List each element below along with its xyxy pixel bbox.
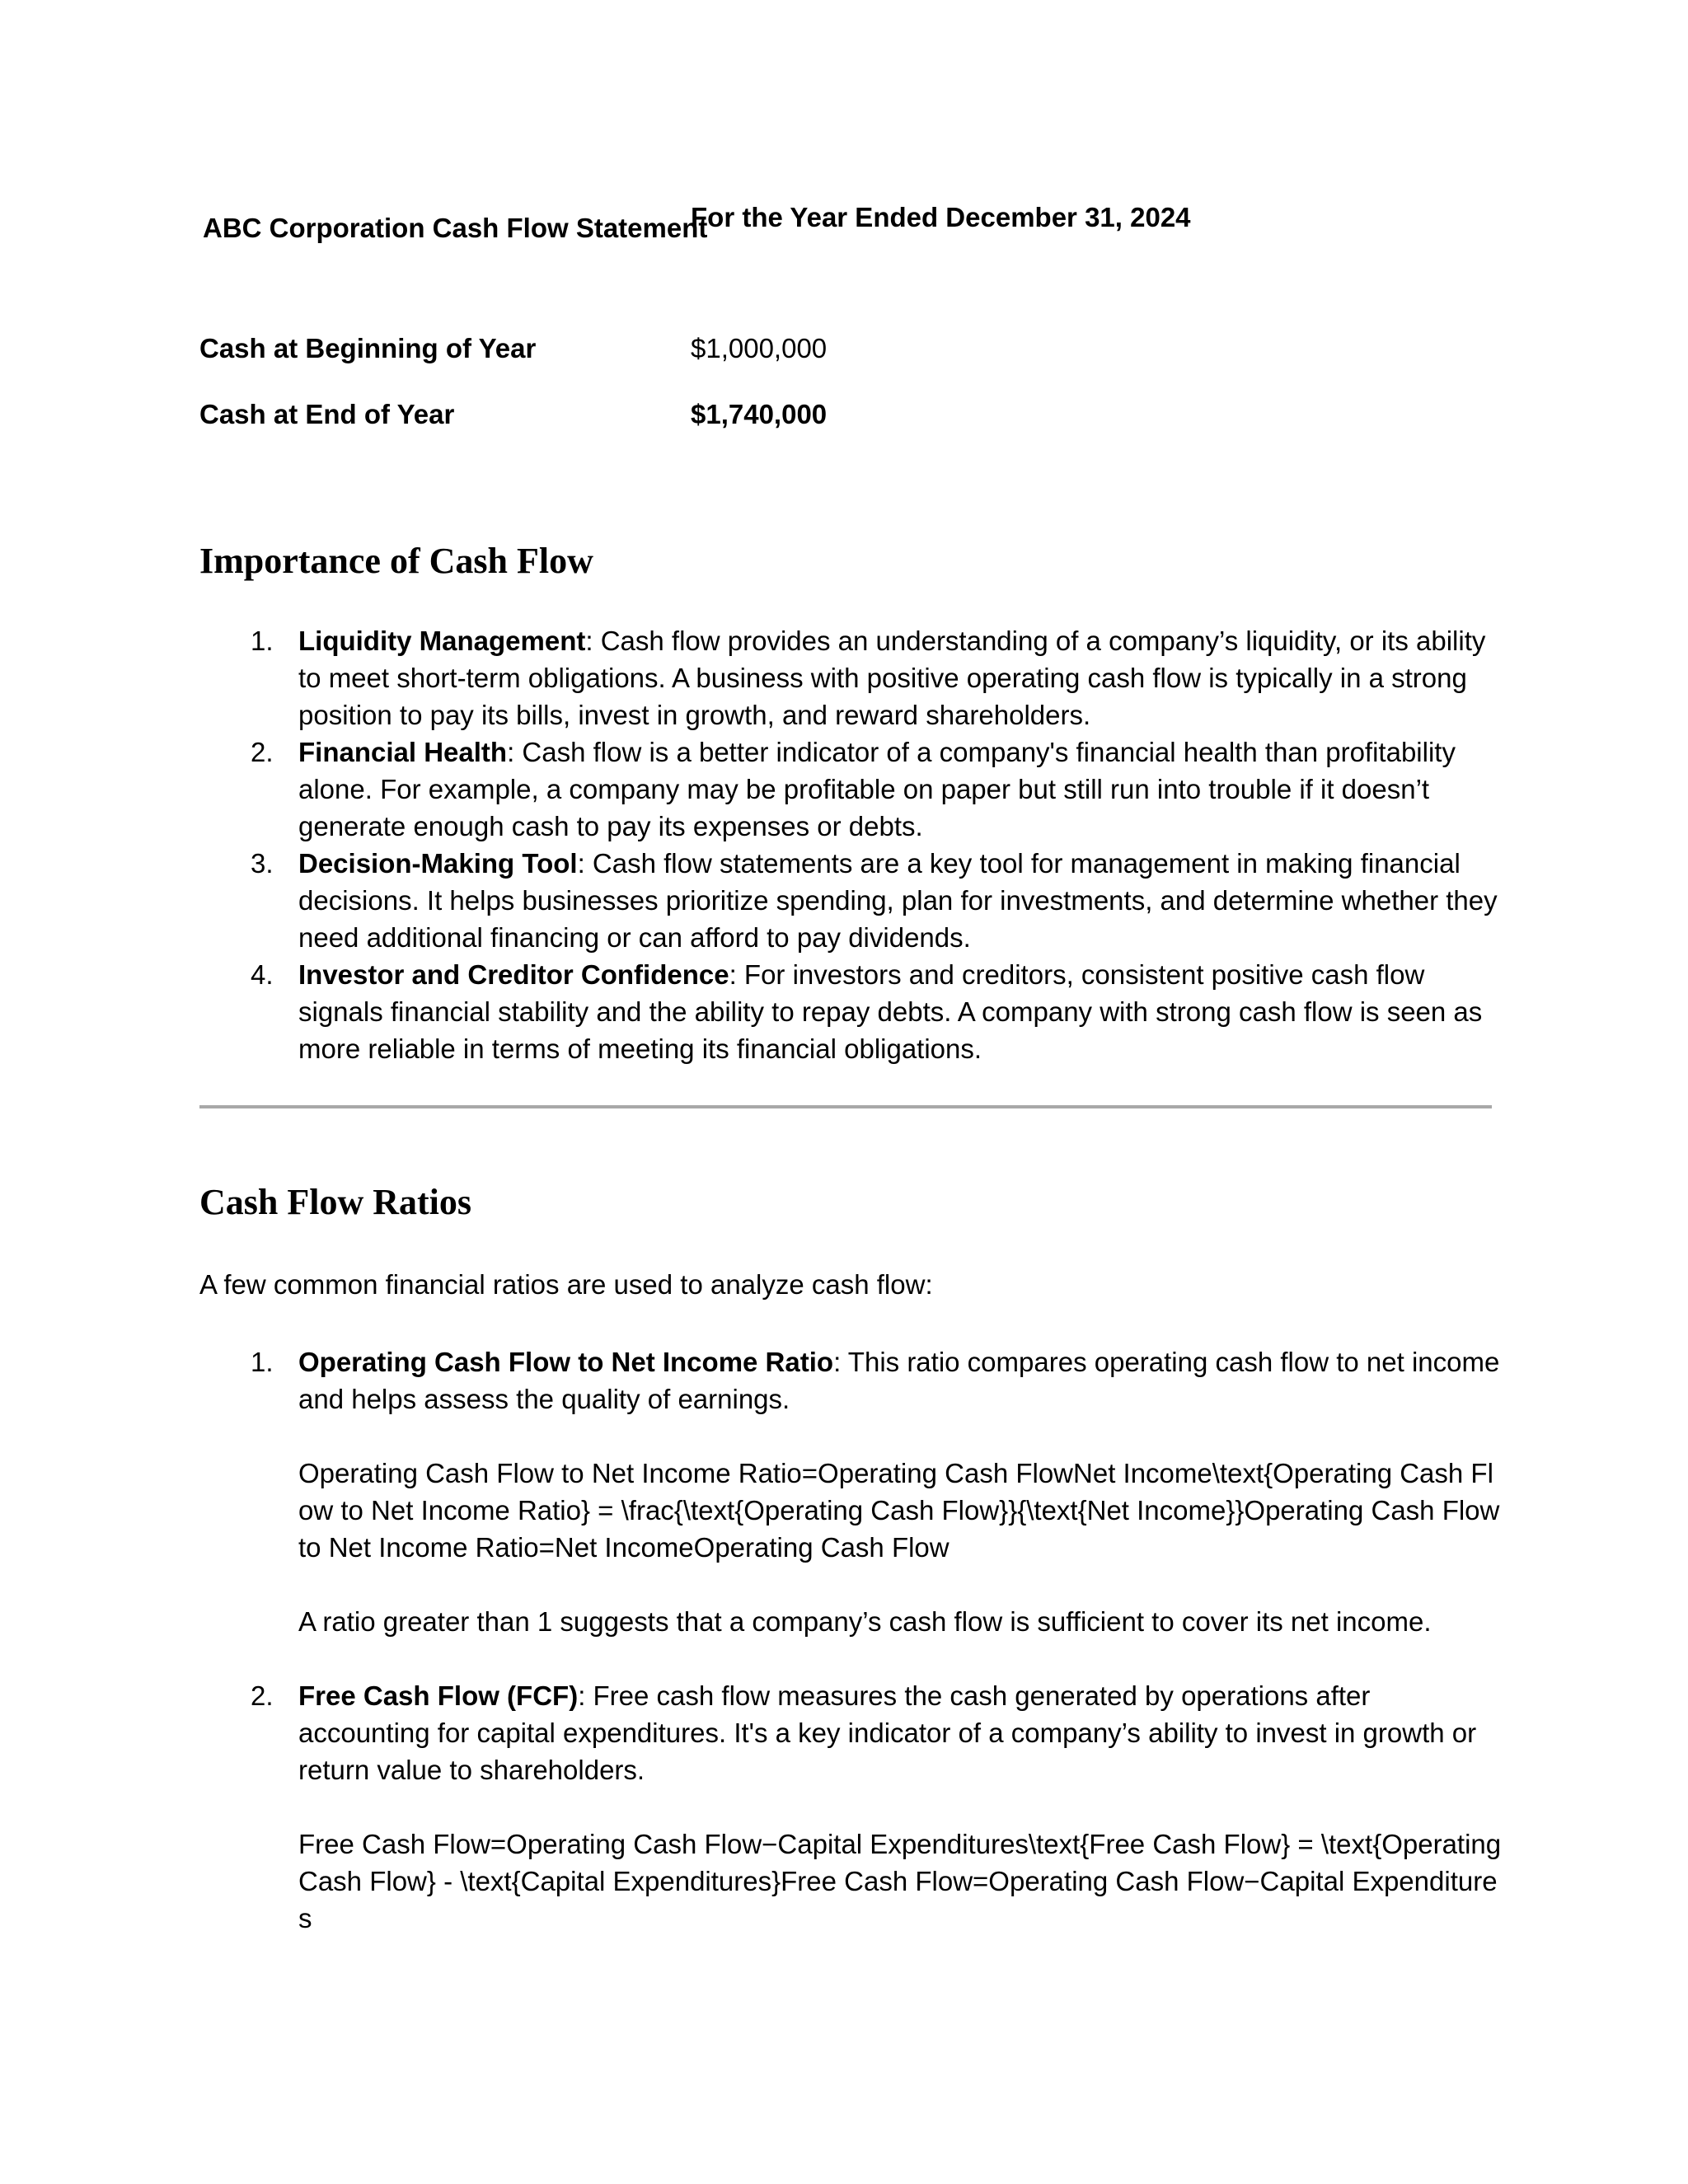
importance-heading: Importance of Cash Flow (199, 541, 593, 581)
list-number: 4. (251, 959, 274, 990)
importance-list (199, 622, 1502, 1067)
list-term: Operating Cash Flow to Net Income Ratio (298, 1347, 834, 1377)
document-title: ABC Corporation Cash Flow Statement (203, 213, 708, 243)
list-item (199, 845, 1502, 956)
list-item (199, 956, 1502, 1067)
list-term: Liquidity Management (298, 626, 586, 656)
list-text: : Cash flow statements are a key tool for management in making financial decisions. It helps businesses prioritize spending, plan for investments, and determine whether they need additional financing or can afford to pay dividends. (298, 848, 1498, 953)
list-item (199, 622, 1502, 733)
list-text: : Free cash flow measures the cash generated by operations after accounting for capital expenditures. It's a key indicator of a company’s ability to invest in growth or return value to shareholders. (298, 1680, 1477, 1785)
list-number: 2. (251, 737, 274, 767)
list-item (199, 1677, 1502, 1937)
reporting-period: For the Year Ended December 31, 2024 (691, 202, 1191, 232)
list-number: 2. (251, 1680, 274, 1711)
ratio-note: A ratio greater than 1 suggests that a company’s cash flow is sufficient to cover its net income. (298, 1606, 1432, 1637)
list-item (199, 1343, 1502, 1640)
list-term: Investor and Creditor Confidence (298, 959, 729, 990)
ratios-list (199, 1343, 1502, 1937)
cash-end-label: Cash at End of Year (199, 399, 455, 429)
list-text: : This ratio compares operating cash flow to net income and helps assess the quality of earnings. (298, 1347, 1500, 1414)
list-number: 1. (251, 626, 274, 656)
list-term: Decision-Making Tool (298, 848, 578, 879)
ratio-formula: Operating Cash Flow to Net Income Ratio=Operating Cash FlowNet Income\text{Operating Cash Flow to Net Income Ratio} = \frac{\text{Operating Cash Flow}}{\text{Net Income}}Operating Cash Flow to Net Income Ratio=Net IncomeOperating Cash Flow (298, 1458, 1500, 1563)
ratio-formula: Free Cash Flow=Operating Cash Flow−Capital Expenditures\text{Free Cash Flow} = \text{Operating Cash Flow} - \text{Capital Expenditures}Free Cash Flow=Operating Cash Flow−Capital Expenditures (298, 1829, 1502, 1933)
cash-beginning-value: $1,000,000 (691, 333, 828, 363)
list-number: 3. (251, 848, 274, 879)
list-text: : Cash flow is a better indicator of a company's financial health than profitability alone. For example, a company may be profitable on paper but still run into trouble if it doesn’t generate enough cash to pay its expenses or debts. (298, 737, 1456, 841)
list-term: Free Cash Flow (FCF) (298, 1680, 579, 1711)
cash-beginning-label: Cash at Beginning of Year (199, 333, 537, 363)
list-text: : Cash flow provides an understanding of a company’s liquidity, or its ability to meet short-term obligations. A business with positive operating cash flow is typically in a strong position to pay its bills, invest in growth, and reward shareholders. (298, 626, 1486, 730)
list-term: Financial Health (298, 737, 508, 767)
section-divider (199, 1105, 1492, 1108)
ratios-intro: A few common financial ratios are used to analyze cash flow: (199, 1269, 933, 1300)
list-number: 1. (251, 1347, 274, 1377)
ratios-heading: Cash Flow Ratios (199, 1182, 472, 1222)
cash-end-value: $1,740,000 (691, 399, 828, 429)
list-item (199, 733, 1502, 845)
list-text: : For investors and creditors, consistent positive cash flow signals financial stability and the ability to repay debts. A company with strong cash flow is seen as more reliable in terms of meeting its financial obligations. (298, 959, 1483, 1064)
